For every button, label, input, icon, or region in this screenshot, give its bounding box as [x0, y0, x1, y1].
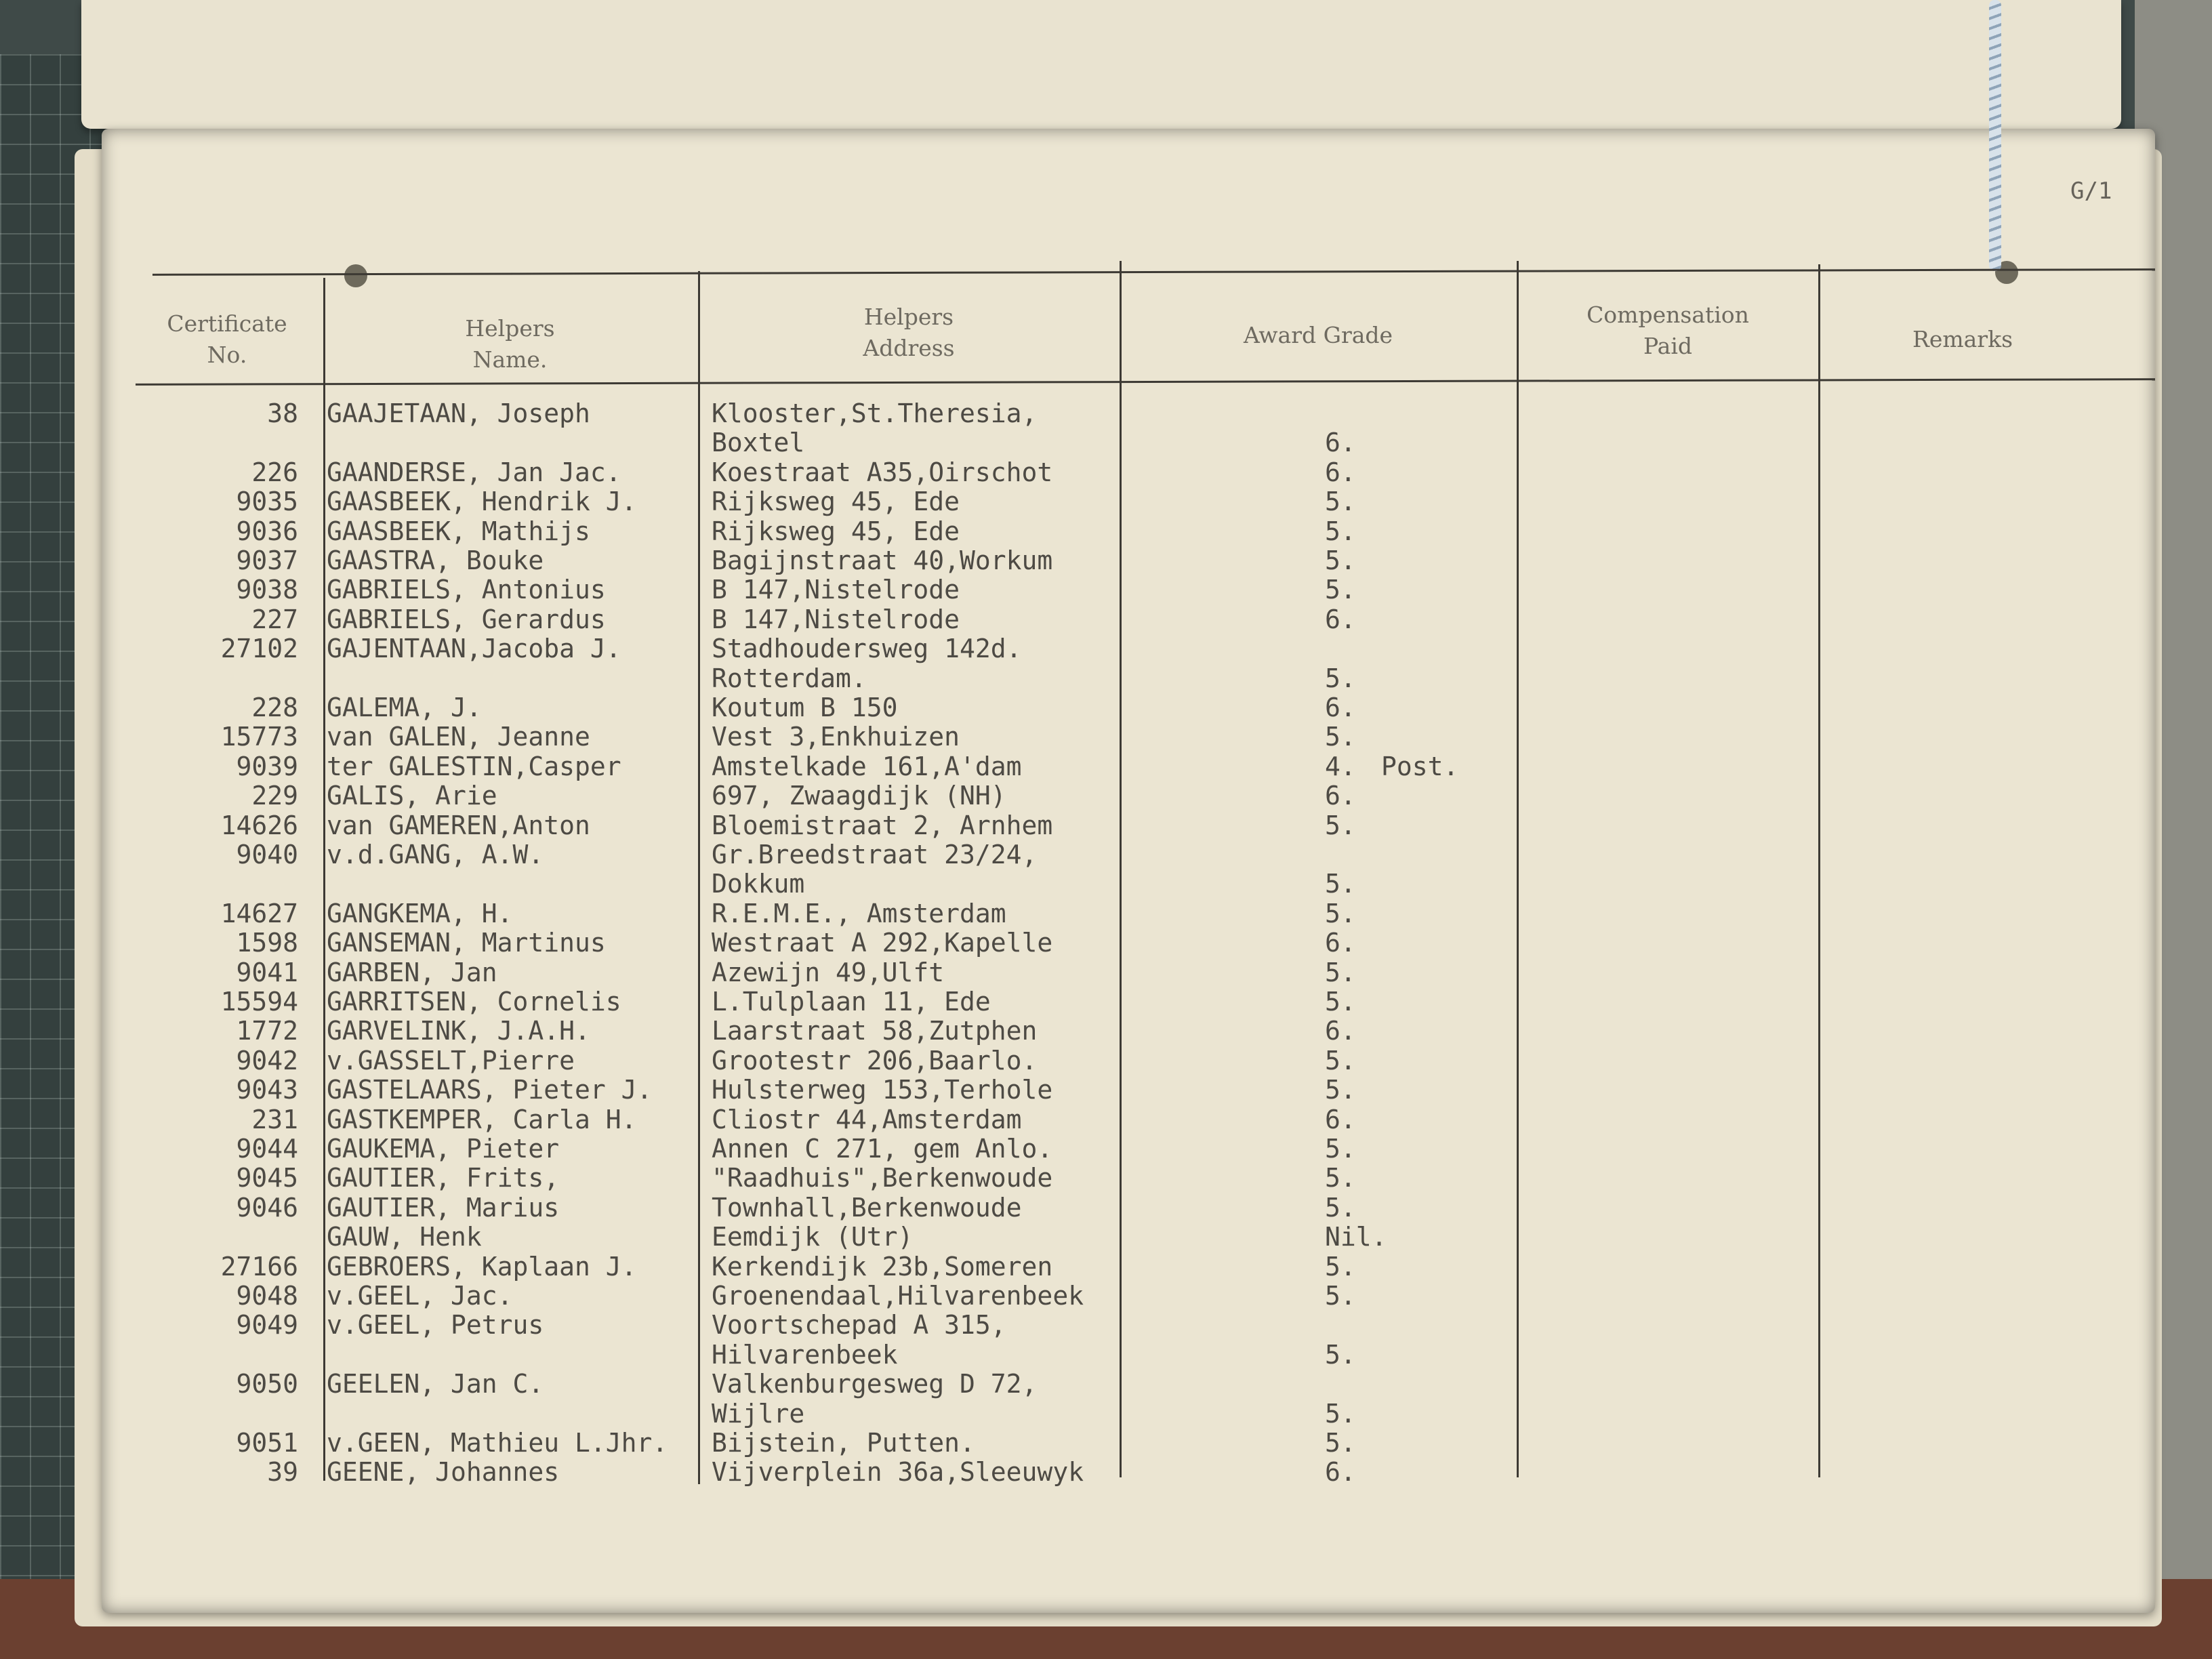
cert-number: 9046 — [236, 1192, 298, 1223]
helper-address: Azewijn 49,Ulft — [712, 957, 945, 987]
cert-number: 9048 — [236, 1281, 298, 1311]
header-name — [325, 313, 695, 375]
helper-address: 697, Zwaagdijk (NH) — [712, 781, 1006, 811]
helper-address: Klooster,St.Theresia, — [712, 398, 1038, 428]
cert-number: 38 — [267, 398, 298, 428]
header-award-grade — [1122, 320, 1515, 351]
helper-address: Bloemistraat 2, Arnhem — [712, 810, 1053, 840]
table-row — [0, 1369, 2212, 1399]
table-row — [0, 1252, 2212, 1282]
table-row — [0, 1163, 2212, 1193]
header-line: Address — [863, 335, 955, 361]
cert-number: 9037 — [236, 546, 298, 575]
table-row — [0, 752, 2212, 781]
award-grade: 5. — [1325, 1398, 1356, 1429]
helper-name: GEBROERS, Kaplaan J. — [327, 1251, 637, 1282]
cert-number: 9050 — [236, 1369, 298, 1399]
helper-address: Westraat A 292,Kapelle — [712, 928, 1053, 958]
helper-name: GASTELAARS, Pieter J. — [327, 1075, 653, 1105]
table-row — [0, 663, 2212, 693]
table-row — [0, 1105, 2212, 1134]
helper-name: v.GASSELT,Pierre — [327, 1045, 575, 1076]
table-row — [0, 605, 2212, 634]
award-note: Post. — [1381, 751, 1459, 781]
cert-number: 14627 — [220, 898, 298, 928]
table-row — [0, 1399, 2212, 1429]
award-grade: 6. — [1325, 1104, 1356, 1134]
table-row — [0, 1075, 2212, 1105]
helper-address: Voortschepad A 315, — [712, 1310, 1006, 1340]
helper-address: Grootestr 206,Baarlo. — [712, 1045, 1038, 1076]
helper-address: Bagijnstraat 40,Workum — [712, 546, 1053, 575]
helper-address: Eemdijk (Utr) — [712, 1222, 914, 1252]
table-row — [0, 1222, 2212, 1252]
header-remarks — [1820, 324, 2105, 355]
award-grade: 5. — [1325, 898, 1356, 928]
award-grade: 5. — [1325, 869, 1356, 899]
header-certificate — [136, 308, 319, 371]
cert-number: 15773 — [220, 722, 298, 752]
cert-number: 9045 — [236, 1163, 298, 1193]
helper-name: GALEMA, J. — [327, 693, 482, 722]
table-row — [0, 693, 2212, 722]
cert-number: 39 — [267, 1457, 298, 1488]
helper-name: GEELEN, Jan C. — [327, 1369, 544, 1399]
previous-page-edge — [81, 0, 2121, 129]
table-row — [0, 1281, 2212, 1311]
helper-address: Koestraat A35,Oirschot — [712, 457, 1053, 487]
helper-name: GABRIELS, Gerardus — [327, 604, 606, 634]
helper-address: Wijlre — [712, 1398, 805, 1429]
award-grade: 5. — [1325, 987, 1356, 1017]
helper-address: Valkenburgesweg D 72, — [712, 1369, 1038, 1399]
award-grade: 5. — [1325, 1134, 1356, 1164]
award-grade: 5. — [1325, 1428, 1356, 1458]
award-grade: 6. — [1325, 1457, 1356, 1488]
award-grade: 6. — [1325, 457, 1356, 487]
helper-name: GARBEN, Jan — [327, 957, 497, 987]
table-row — [0, 869, 2212, 899]
table-row — [0, 987, 2212, 1017]
helper-address: Hulsterweg 153,Terhole — [712, 1075, 1053, 1105]
table-row — [0, 1016, 2212, 1046]
award-grade: 5. — [1325, 663, 1356, 693]
header-line: No. — [207, 342, 247, 368]
binding-string — [1989, 0, 2001, 271]
helper-name: GEENE, Johannes — [327, 1457, 560, 1488]
helper-name: GALIS, Arie — [327, 781, 497, 811]
helper-address: L.Tulplaan 11, Ede — [712, 987, 991, 1017]
table-row — [0, 1134, 2212, 1164]
helper-address: Annen C 271, gem Anlo. — [712, 1134, 1053, 1164]
table-row — [0, 811, 2212, 840]
header-line: Certificate — [167, 310, 287, 337]
cert-number: 9039 — [236, 751, 298, 781]
cert-number: 9041 — [236, 957, 298, 987]
cert-number: 229 — [251, 781, 298, 811]
helper-address: Bijstein, Putten. — [712, 1428, 975, 1458]
helper-address: Dokkum — [712, 869, 805, 899]
helper-name: GAASTRA, Bouke — [327, 546, 544, 575]
award-grade: 5. — [1325, 546, 1356, 575]
award-grade: 6. — [1325, 693, 1356, 722]
award-grade: 5. — [1325, 1281, 1356, 1311]
cert-number: 9035 — [236, 487, 298, 517]
cert-number: 15594 — [220, 987, 298, 1017]
helper-name: GAUTIER, Frits, — [327, 1163, 560, 1193]
cert-number: 9038 — [236, 575, 298, 605]
helper-address: Gr.Breedstraat 23/24, — [712, 840, 1038, 869]
cert-number: 27102 — [220, 634, 298, 664]
helper-address: Townhall,Berkenwoude — [712, 1192, 1022, 1223]
header-line: Compensation — [1586, 302, 1749, 328]
header-address — [701, 302, 1116, 364]
table-row — [0, 722, 2212, 752]
table-row — [0, 1310, 2212, 1340]
table-row — [0, 546, 2212, 575]
cert-number: 228 — [251, 693, 298, 722]
helper-address: Vijverplein 36a,Sleeuwyk — [712, 1457, 1084, 1488]
cert-number: 227 — [251, 604, 298, 634]
helper-address: Stadhoudersweg 142d. — [712, 634, 1022, 664]
award-grade: 5. — [1325, 1075, 1356, 1105]
table-row — [0, 487, 2212, 516]
award-grade: 6. — [1325, 928, 1356, 958]
table-row — [0, 1193, 2212, 1223]
table-row — [0, 516, 2212, 546]
award-grade: 6. — [1325, 1016, 1356, 1046]
helper-address: "Raadhuis",Berkenwoude — [712, 1163, 1053, 1193]
helper-name: GARVELINK, J.A.H. — [327, 1016, 590, 1046]
award-grade: 5. — [1325, 1192, 1356, 1223]
helper-name: van GAMEREN,Anton — [327, 810, 590, 840]
helper-name: GASTKEMPER, Carla H. — [327, 1104, 637, 1134]
helper-name: GAUTIER, Marius — [327, 1192, 560, 1223]
helper-name: GARRITSEN, Cornelis — [327, 987, 621, 1017]
table-row — [0, 840, 2212, 869]
award-grade: 5. — [1325, 1163, 1356, 1193]
award-grade: 4. — [1325, 751, 1356, 781]
award-grade: 5. — [1325, 722, 1356, 752]
header-line: Helpers — [465, 315, 555, 342]
cert-number: 9042 — [236, 1045, 298, 1076]
cert-number: 1772 — [236, 1016, 298, 1046]
header-line: Helpers — [863, 304, 954, 330]
header-line: Award Grade — [1243, 322, 1393, 348]
award-grade: 5. — [1325, 1251, 1356, 1282]
binder-hole — [344, 264, 367, 287]
helper-address: Laarstraat 58,Zutphen — [712, 1016, 1038, 1046]
award-grade: 5. — [1325, 957, 1356, 987]
table-row — [0, 398, 2212, 428]
helper-address: Kerkendijk 23b,Someren — [712, 1251, 1053, 1282]
table-row — [0, 781, 2212, 811]
helper-address: Koutum B 150 — [712, 693, 898, 722]
cert-number: 9043 — [236, 1075, 298, 1105]
helper-address: Rotterdam. — [712, 663, 867, 693]
table-row — [0, 575, 2212, 605]
page-reference: G/1 — [2070, 178, 2112, 205]
award-grade: Nil. — [1325, 1222, 1387, 1252]
helper-address: B 147,Nistelrode — [712, 575, 960, 605]
helper-name: GAANDERSE, Jan Jac. — [327, 457, 621, 487]
helper-name: ter GALESTIN,Casper — [327, 751, 621, 781]
cert-number: 14626 — [220, 810, 298, 840]
header-line: Remarks — [1912, 326, 2013, 352]
helper-address: R.E.M.E., Amsterdam — [712, 898, 1006, 928]
helper-name: GAUW, Henk — [327, 1222, 482, 1252]
helper-address: Vest 3,Enkhuizen — [712, 722, 960, 752]
helper-name: GANSEMAN, Martinus — [327, 928, 606, 958]
helper-address: Hilvarenbeek — [712, 1339, 898, 1370]
helper-name: v.d.GANG, A.W. — [327, 840, 544, 869]
award-grade: 5. — [1325, 810, 1356, 840]
table-row — [0, 899, 2212, 928]
cert-number: 9044 — [236, 1134, 298, 1164]
helper-name: GAUKEMA, Pieter — [327, 1134, 560, 1164]
table-row — [0, 1457, 2212, 1487]
table-row — [0, 1046, 2212, 1076]
helper-name: GAJENTAAN,Jacoba J. — [327, 634, 621, 664]
cert-number: 226 — [251, 457, 298, 487]
award-grade: 6. — [1325, 428, 1356, 458]
helper-name: GAASBEEK, Mathijs — [327, 516, 590, 546]
award-grade: 5. — [1325, 1045, 1356, 1076]
award-grade: 5. — [1325, 487, 1356, 517]
table-row — [0, 634, 2212, 663]
table-row — [0, 928, 2212, 958]
award-grade: 5. — [1325, 1339, 1356, 1370]
helper-address: Rijksweg 45, Ede — [712, 516, 960, 546]
helper-name: v.GEEL, Jac. — [327, 1281, 513, 1311]
helper-name: v.GEEN, Mathieu L.Jhr. — [327, 1428, 668, 1458]
cert-number: 9036 — [236, 516, 298, 546]
helper-address: Cliostr 44,Amsterdam — [712, 1104, 1022, 1134]
cert-number: 9040 — [236, 840, 298, 869]
helper-name: GANGKEMA, H. — [327, 898, 513, 928]
helper-address: B 147,Nistelrode — [712, 604, 960, 634]
helper-name: GAAJETAAN, Joseph — [327, 398, 590, 428]
helper-name: GAASBEEK, Hendrik J. — [327, 487, 637, 517]
cert-number: 1598 — [236, 928, 298, 958]
table-row — [0, 958, 2212, 987]
cert-number: 9051 — [236, 1428, 298, 1458]
award-grade: 5. — [1325, 575, 1356, 605]
table-row — [0, 1428, 2212, 1458]
helper-address: Groenendaal,Hilvarenbeek — [712, 1281, 1084, 1311]
helper-address: Boxtel — [712, 428, 805, 458]
table-row — [0, 1340, 2212, 1370]
header-compensation — [1519, 300, 1817, 362]
cert-number: 9049 — [236, 1310, 298, 1340]
table-row — [0, 428, 2212, 457]
helper-name: van GALEN, Jeanne — [327, 722, 590, 752]
helper-name: v.GEEL, Petrus — [327, 1310, 544, 1340]
award-grade: 5. — [1325, 516, 1356, 546]
helper-address: Rijksweg 45, Ede — [712, 487, 960, 517]
header-line: Paid — [1643, 333, 1693, 359]
table-row — [0, 457, 2212, 487]
award-grade: 6. — [1325, 604, 1356, 634]
helper-address: Amstelkade 161,A'dam — [712, 751, 1022, 781]
cert-number: 231 — [251, 1104, 298, 1134]
helper-name: GABRIELS, Antonius — [327, 575, 606, 605]
cert-number: 27166 — [220, 1251, 298, 1282]
award-grade: 6. — [1325, 781, 1356, 811]
header-line: Name. — [472, 346, 548, 373]
